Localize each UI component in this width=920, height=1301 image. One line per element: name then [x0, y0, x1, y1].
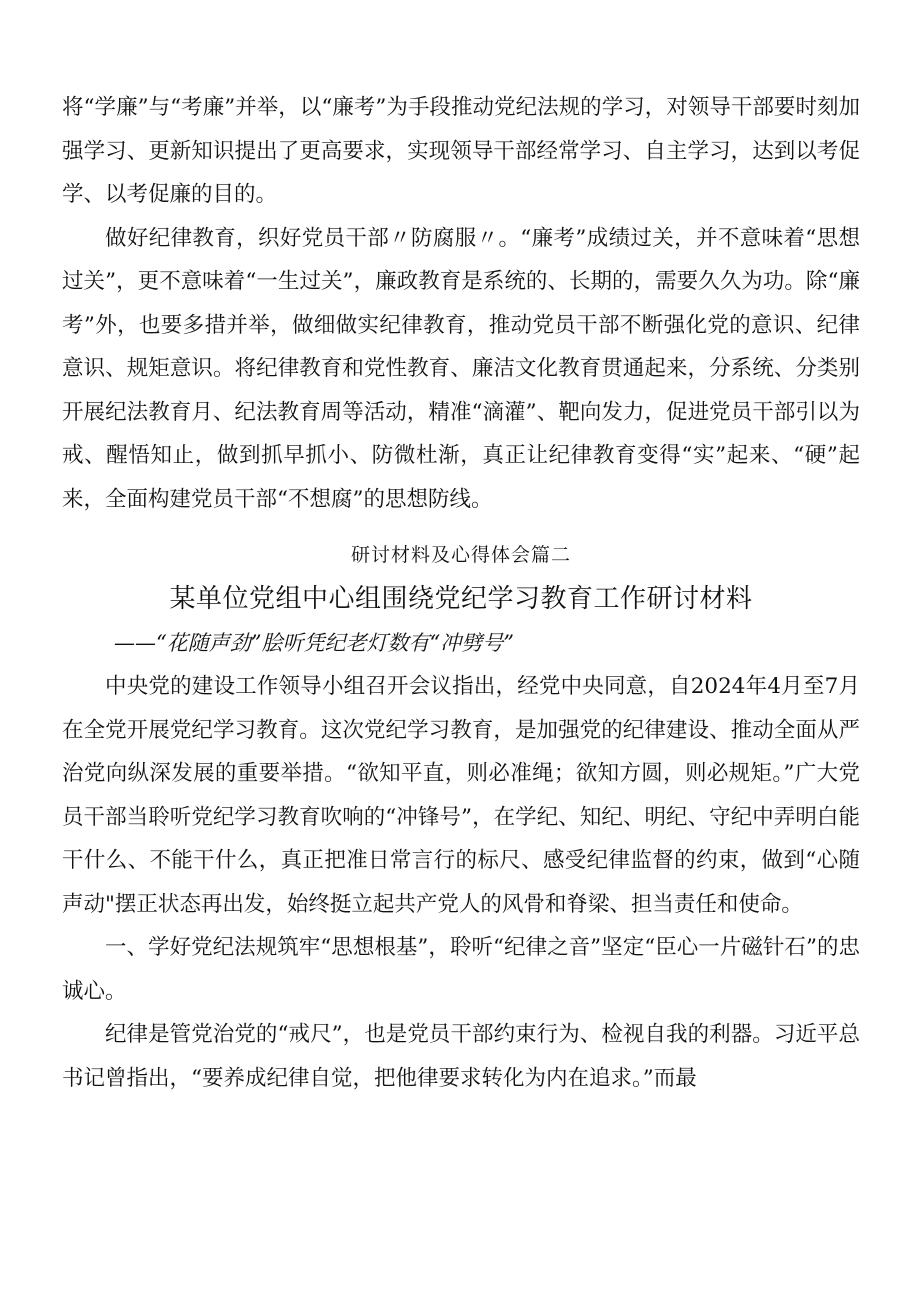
paragraph-5: 纪律是管党治党的“戒尺”，也是党员干部约束行为、检视自我的利器。习近平总书记曾指出，“要养成纪律自觉，把他律要求转化为内在追求。”而最: [62, 1022, 860, 1091]
section-label: 研讨材料及心得体会篇二: [350, 544, 571, 566]
paragraph-4: 一、学好党纪法规筑牢“思想根基”，聆听“纪律之音”坚定“臣心一片磁针石”的忠诚心。: [62, 935, 860, 1004]
document-subheading: ——“花随声劲”脍听凭纪老灯数有“冲劈号”: [114, 631, 514, 655]
paragraph-2: 做好纪律教育，织好党员干部〃防腐服〃。“廉考”成绩过关，并不意味着“思想过关”，更不意味着“一生过关”，廉政教育是系统的、长期的，需要久久为功。除“廉考”外，也要多措并举，做细做实纪律教育，推动党员干部不断强化党的意识、纪律意识、规矩意识。将纪律教育和党性教育、廉洁文化教育贯通起来，分系统、分类别开展纪法教育月、纪法教育周等活动，精准“滴灌”、靶向发力，促进党员干部引以为戒、醒悟知止，做到抓早抓小、防微杜渐，真正让纪律教育变得“实”起来、“硬”起来，全面构建党员干部“不想腐”的思想防线。: [62, 225, 860, 512]
document-title: 某单位党组中心组围绕党纪学习教育工作研讨材料: [169, 584, 753, 614]
paragraph-1: 将“学廉”与“考廉”并举，以“廉考”为手段推动党纪法规的学习，对领导干部要时刻加强学习、更新知识提出了更高要求，实现领导干部经常学习、自主学习，达到以考促学、以考促廉的目的。: [62, 95, 860, 207]
paragraph-3: 中央党的建设工作领导小组召开会议指出，经党中央同意，自2024年4月至7月在全党开展党纪学习教育。这次党纪学习教育，是加强党的纪律建设、推动全面从严治党向纵深发展的重要举措。“欲知平直，则必准绳；欲知方圆，则必规矩。”广大党员干部当聆听党纪学习教育吹响的“冲锋号”，在学纪、知纪、明纪、守纪中弄明白能干什么、不能干什么，真正把准日常言行的标尺、感受纪律监督的约束，做到“心随声动"摆正状态再出发，始终挺立起共产党人的风骨和脊梁、担当责任和使命。: [62, 674, 860, 917]
